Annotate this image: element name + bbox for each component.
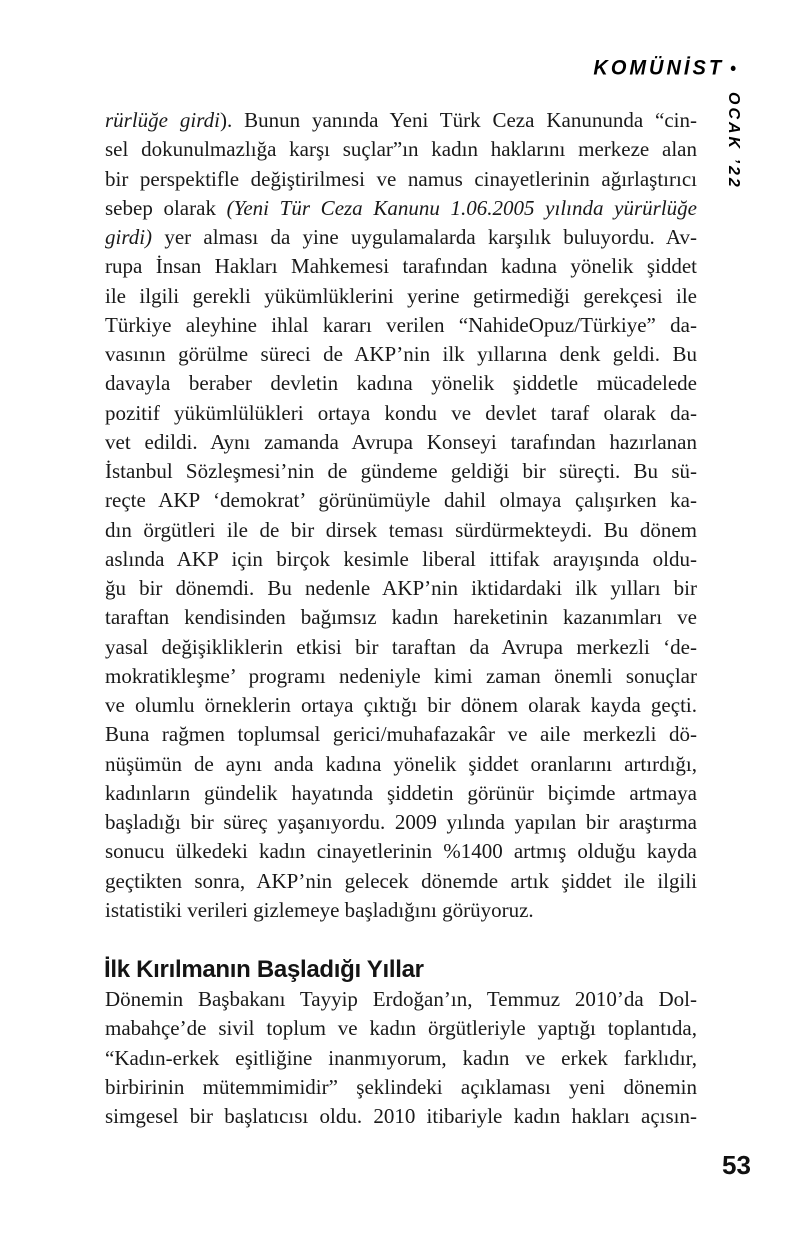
body-paragraph-2 bbox=[105, 985, 697, 1131]
text-segment: mokratikleşme’ programı nedeniyle kimi zaman önemli sonuçlar bbox=[105, 663, 697, 688]
text-segment: dın örgütleri ile de bir dirsek teması sürdürmekteydi. Bu dönem bbox=[105, 517, 697, 542]
text-segment: mabahçe’de sivil toplum ve kadın örgütleriyle yaptığı toplantıda, bbox=[105, 1016, 697, 1041]
text-line bbox=[105, 1073, 697, 1102]
text-line bbox=[105, 896, 697, 925]
text-segment: geçtikten sonra, AKP’nin gelecek dönemde artık şiddet ile ilgili bbox=[105, 868, 697, 893]
text-line bbox=[105, 311, 697, 340]
text-line bbox=[105, 633, 697, 662]
bullet-separator-icon: • bbox=[730, 58, 736, 79]
text-line bbox=[105, 399, 697, 428]
text-line bbox=[105, 106, 697, 135]
text-segment: ). Bunun yanında Yeni Türk Ceza Kanununda “cin- bbox=[219, 108, 697, 132]
text-line bbox=[105, 603, 697, 632]
text-segment: istatistiki verileri gizlemeye başladığını görüyoruz. bbox=[105, 897, 534, 922]
section-heading: İlk Kırılmanın Başladığı Yıllar bbox=[104, 955, 424, 983]
text-segment: rupa İnsan Hakları Mahkemesi tarafından kadına yönelik şiddet bbox=[105, 254, 697, 279]
text-segment: bir perspektifle değiştirilmesi ve namus cinayetlerinin ağırlaştırıcı bbox=[105, 166, 697, 191]
text-line bbox=[105, 1102, 697, 1131]
text-segment: vet edildi. Aynı zamanda Avrupa Konseyi tarafından hazırlanan bbox=[105, 429, 697, 454]
text-line bbox=[105, 252, 697, 281]
body-paragraph-1 bbox=[105, 106, 697, 925]
text-line bbox=[105, 486, 697, 515]
text-line bbox=[105, 369, 697, 398]
text-line bbox=[105, 662, 697, 691]
text-segment: nüşümün de aynı anda kadına yönelik şiddet oranlarını artırdığı, bbox=[105, 751, 697, 776]
text-line bbox=[105, 457, 697, 486]
text-segment: “Kadın-erkek eşitliğine inanmıyorum, kadın ve erkek farklıdır, bbox=[105, 1045, 697, 1070]
italic-text-segment: rürlüğe girdi bbox=[105, 108, 220, 132]
text-segment: Buna rağmen toplumsal gerici/muhafazakâr ve aile merkezli dö- bbox=[105, 722, 697, 747]
text-segment: yasal değişikliklerin etkisi bir taraftan da Avrupa merkezli ‘de- bbox=[105, 634, 697, 659]
text-line bbox=[105, 282, 697, 311]
text-segment: sebep olarak bbox=[105, 195, 227, 220]
text-segment: ve olumlu örneklerin ortaya çıktığı bir dönem olarak kayda geçti. bbox=[105, 693, 697, 717]
text-segment: Türkiye aleyhine ihlal kararı verilen “NahideOpuz/Türkiye” da- bbox=[105, 312, 697, 337]
text-segment: taraftan kendisinden bağımsız kadın hareketinin kazanımları ve bbox=[105, 605, 697, 630]
text-segment: sonucu ülkedeki kadın cinayetlerinin %1400 artmış olduğu kayda bbox=[105, 839, 697, 864]
text-line bbox=[105, 1014, 697, 1043]
text-segment: simgesel bir başlatıcısı oldu. 2010 itibariyle kadın hakları açısın- bbox=[105, 1104, 697, 1128]
text-line bbox=[105, 223, 697, 252]
text-line bbox=[105, 428, 697, 457]
text-segment: ile ilgili gerekli yükümlüklerini yerine getirmediği gerekçesi ile bbox=[105, 283, 697, 308]
text-line bbox=[105, 574, 697, 603]
journal-header bbox=[593, 56, 736, 81]
text-segment: başladığı bir süreç yaşanıyordu. 2009 yılında yapılan bir araştırma bbox=[105, 810, 697, 834]
text-segment: yer alması da yine uygulamalarda karşılık buluyordu. Av- bbox=[152, 225, 697, 249]
text-line bbox=[105, 750, 697, 779]
text-line bbox=[105, 867, 697, 896]
text-segment: vasının görülme süreci de AKP’nin ilk yıllarına denk geldi. Bu bbox=[105, 342, 697, 366]
text-line bbox=[105, 516, 697, 545]
text-line bbox=[105, 779, 697, 808]
text-line bbox=[105, 194, 697, 223]
text-line bbox=[105, 135, 697, 164]
text-line bbox=[105, 720, 697, 749]
text-segment: kadınların gündelik hayatında şiddetin görünür biçimde artmaya bbox=[105, 780, 697, 805]
text-segment: İstanbul Sözleşmesi’nin de gündeme geldiği bir süreçti. Bu sü- bbox=[105, 459, 697, 483]
italic-text-segment: (Yeni Tür Ceza Kanunu 1.06.2005 yılında yürürlüğe bbox=[226, 195, 697, 220]
text-segment: davayla beraber devletin kadına yönelik şiddetle mücadelede bbox=[105, 371, 697, 396]
journal-title: KOMÜNİST bbox=[593, 56, 725, 80]
issue-date-label: OCAK ’22 bbox=[725, 92, 742, 190]
text-segment: Dönemin Başbakanı Tayyip Erdoğan’ın, Temmuz 2010’da Dol- bbox=[105, 987, 697, 1011]
text-segment: birbirinin mütemmimidir” şeklindeki açıklaması yeni dönemin bbox=[105, 1074, 697, 1099]
text-line bbox=[105, 1044, 697, 1073]
text-line bbox=[105, 985, 697, 1014]
text-line bbox=[105, 340, 697, 369]
italic-text-segment: girdi) bbox=[105, 225, 153, 249]
text-line bbox=[105, 165, 697, 194]
text-segment: pozitif yükümlülükleri ortaya kondu ve devlet taraf olarak da- bbox=[105, 400, 697, 425]
page-number: 53 bbox=[722, 1150, 751, 1180]
text-segment: ğu bir dönemdi. Bu nedenle AKP’nin iktidardaki ilk yılları bir bbox=[105, 576, 697, 600]
text-line bbox=[105, 808, 697, 837]
text-segment: sel dokunulmazlığa karşı suçlar”ın kadın haklarını merkeze alan bbox=[105, 137, 697, 162]
text-line bbox=[105, 837, 697, 866]
text-line bbox=[105, 545, 697, 574]
text-segment: reçte AKP ‘demokrat’ görünümüyle dahil olmaya çalışırken ka- bbox=[105, 488, 697, 513]
text-segment: aslında AKP için birçok kesimle liberal ittifak arayışında oldu- bbox=[105, 546, 697, 571]
text-line bbox=[105, 691, 697, 720]
